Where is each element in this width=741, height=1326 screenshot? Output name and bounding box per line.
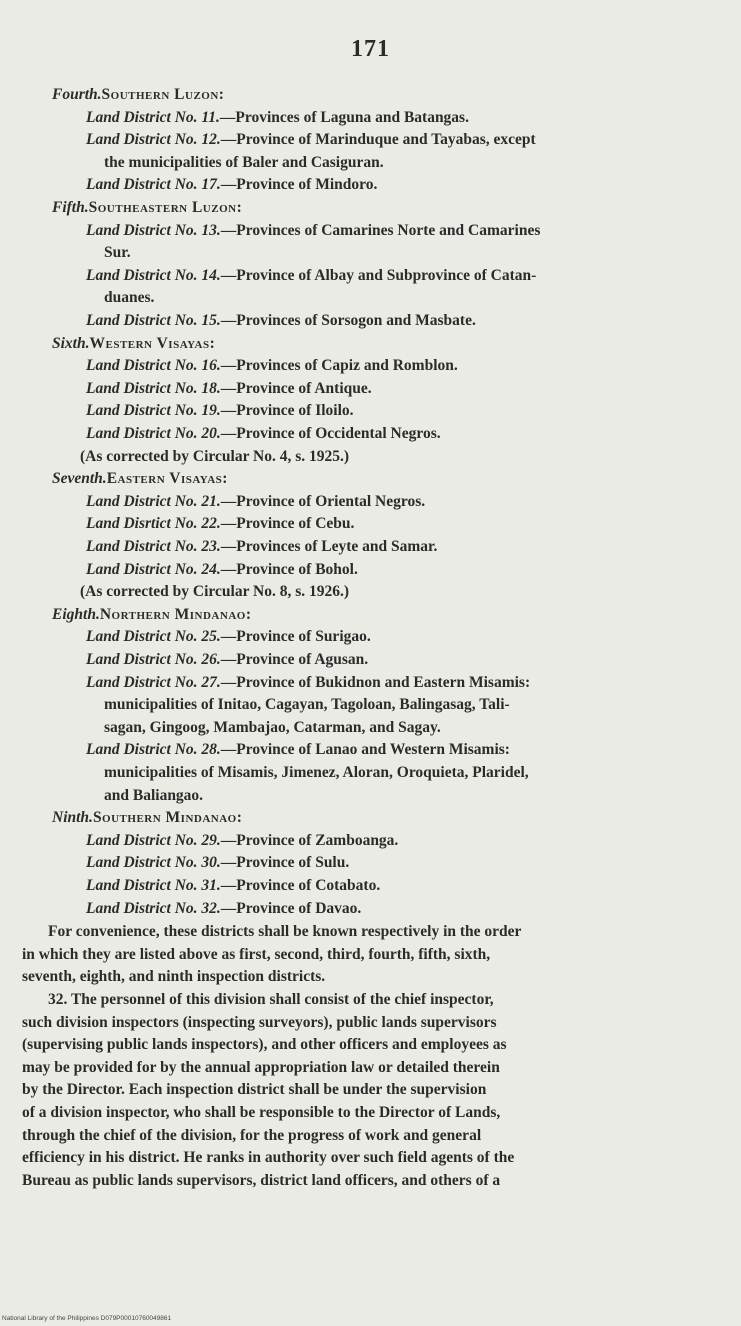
district-entry [86, 626, 371, 648]
district-entry [86, 852, 349, 874]
paragraph-line [22, 1147, 514, 1169]
district-entry [86, 423, 441, 445]
region-label: Fourth. [52, 86, 102, 103]
district-text: —Province of Albay and Subprovince of Catan- [220, 266, 537, 284]
district-text: —Province of Occidental Negros. [220, 425, 441, 442]
district-text: —Province of Cebu. [220, 515, 355, 533]
district-continuation [104, 287, 154, 309]
district-continuation-text: sagan, Gingoog, Mambajao, Catarman, and Sagay. [104, 718, 441, 736]
paragraph-line [22, 1102, 500, 1124]
district-number: Land District No. 11. [86, 108, 220, 126]
paragraph-line [48, 921, 521, 943]
district-number: Land District No. 18. [86, 379, 221, 397]
district-text: —Province of Zamboanga. [220, 831, 399, 849]
district-text: —Provinces of Leyte and Samar. [220, 538, 438, 555]
district-entry [86, 220, 540, 242]
paragraph-text: seventh, eighth, and ninth inspection districts. [22, 968, 326, 986]
district-number: Land District No. 24. [86, 560, 221, 578]
paragraph-line [22, 1034, 507, 1056]
district-text: —Province of Davao. [220, 899, 362, 917]
district-entry [86, 378, 372, 400]
district-entry [86, 875, 380, 897]
paragraph-line [22, 1012, 497, 1034]
district-entry [86, 513, 354, 535]
district-number: Land District No. 13. [86, 221, 221, 239]
district-text: —Province of Marinduque and Tayabas, except [220, 131, 536, 149]
district-text: —Province of Mindoro. [220, 176, 378, 194]
district-continuation-text: municipalities of Misamis, Jimenez, Aloran, Oroquieta, Plaridel, [104, 764, 529, 781]
paragraph-text: 32. The personnel of this division shall consist of the chief inspector, [48, 991, 494, 1008]
district-continuation-text: the municipalities of Baler and Casiguran. [104, 153, 384, 171]
district-text: —Province of Antique. [220, 379, 372, 397]
district-text: —Provinces of Camarines Norte and Camarines [220, 221, 541, 239]
correction-note [80, 446, 349, 468]
region-name: Southern Mindanao: [92, 809, 243, 827]
district-number: Land District No. 14. [86, 266, 221, 284]
district-number: Land Disrtict No. 22. [86, 515, 221, 533]
paragraph-text: efficiency in his district. He ranks in authority over such field agents of the [22, 1149, 515, 1167]
district-continuation [104, 152, 384, 174]
district-entry [86, 400, 354, 422]
district-number: Land District No. 17. [86, 176, 221, 194]
paragraph-line [48, 989, 494, 1011]
paragraph-text: such division inspectors (inspecting surveyors), public lands supervisors [22, 1013, 497, 1031]
paragraph-text: of a division inspector, who shall be responsible to the Director of Lands, [22, 1104, 501, 1121]
district-text: —Provinces of Laguna and Batangas. [219, 108, 469, 126]
district-number: Land District No. 30. [86, 854, 221, 872]
district-entry [86, 107, 469, 129]
district-entry [86, 310, 476, 332]
region-name: Southeastern Luzon: [88, 199, 243, 216]
district-continuation [104, 762, 529, 784]
paragraph-line [22, 1079, 486, 1101]
district-entry [86, 739, 510, 761]
paragraph-text: may be provided for by the annual appropriation law or detailed therein [22, 1058, 500, 1076]
page-number: 171 [351, 36, 390, 62]
paragraph-text: Bureau as public lands supervisors, district land officers, and others of a [22, 1171, 501, 1189]
district-text: —Province of Bukidnon and Eastern Misamis: [220, 673, 531, 691]
district-text: —Province of Sulu. [220, 854, 350, 872]
paragraph-line [22, 966, 325, 988]
district-continuation [104, 717, 441, 739]
district-number: Land District No. 32. [86, 899, 221, 917]
district-entry [86, 672, 530, 694]
district-entry [86, 649, 368, 671]
district-text: —Province of Oriental Negros. [220, 492, 426, 510]
district-entry [86, 559, 358, 581]
district-continuation [104, 242, 131, 264]
district-continuation [104, 694, 510, 716]
district-number: Land District No. 15. [86, 312, 221, 329]
district-number: Land District No. 31. [86, 877, 221, 894]
paragraph-text: in which they are listed above as first, second, third, fourth, fifth, sixth, [22, 945, 491, 963]
district-text: —Province of Lanao and Western Misamis: [220, 741, 510, 759]
paragraph-text: by the Director. Each inspection district shall be under the supervision [22, 1081, 487, 1099]
district-text: —Province of Iloilo. [220, 402, 354, 420]
region-heading [52, 197, 242, 219]
district-text: —Province of Bohol. [220, 560, 358, 578]
region-heading [52, 468, 228, 490]
region-label: Eighth. [52, 605, 100, 623]
district-continuation-text: and Baliangao. [104, 786, 204, 804]
district-continuation-text: municipalities of Initao, Cagayan, Tagoloan, Balingasag, Tali- [104, 696, 510, 714]
district-continuation-text: duanes. [104, 289, 155, 307]
paragraph-line [22, 1170, 500, 1192]
district-entry [86, 830, 398, 852]
paragraph-line [22, 944, 490, 966]
district-text: —Province of Agusan. [220, 651, 369, 668]
district-number: Land District No. 16. [86, 357, 221, 375]
district-entry [86, 536, 437, 558]
region-label: Sixth. [52, 334, 90, 352]
region-name: Southern Luzon: [101, 86, 225, 103]
district-number: Land District No. 20. [86, 425, 221, 442]
paragraph-text: (supervising public lands inspectors), and other officers and employees as [22, 1036, 507, 1054]
paragraph-line [22, 1057, 500, 1079]
district-number: Land District No. 29. [86, 831, 221, 849]
district-entry [86, 129, 536, 151]
district-continuation-text: Sur. [104, 244, 131, 262]
district-entry [86, 898, 361, 920]
district-number: Land District No. 26. [86, 651, 221, 668]
district-text: —Province of Cotabato. [220, 877, 381, 894]
region-name: Eastern Visayas: [106, 470, 228, 488]
region-heading [52, 604, 251, 626]
region-heading [52, 84, 224, 106]
district-number: Land District No. 25. [86, 628, 221, 646]
district-number: Land District No. 21. [86, 492, 221, 510]
paragraph-text: through the chief of the division, for the progress of work and general [22, 1126, 482, 1144]
paragraph-line [22, 1125, 481, 1147]
district-entry [86, 174, 377, 196]
district-text: —Provinces of Capiz and Romblon. [220, 357, 458, 375]
paragraph-text: For convenience, these districts shall be known respectively in the order [48, 923, 522, 941]
district-entry [86, 355, 458, 377]
district-entry [86, 265, 536, 287]
district-entry [86, 491, 425, 513]
correction-note-text: (As corrected by Circular No. 4, s. 1925.) [80, 447, 350, 465]
region-heading [52, 807, 242, 829]
region-heading [52, 333, 215, 355]
region-label: Fifth. [52, 199, 89, 216]
region-label: Ninth. [52, 809, 93, 827]
region-name: Northern Mindanao: [99, 605, 252, 623]
district-text: —Province of Surigao. [220, 628, 371, 646]
correction-note-text: (As corrected by Circular No. 8, s. 1926.) [80, 583, 350, 601]
library-footer: National Library of the Philippines D079P00010760049861 [2, 1315, 172, 1322]
district-number: Land District No. 23. [86, 538, 221, 555]
district-number: Land District No. 12. [86, 131, 221, 149]
district-continuation [104, 785, 203, 807]
correction-note [80, 581, 349, 603]
district-number: Land District No. 28. [86, 741, 221, 759]
region-name: Western Visayas: [89, 334, 216, 352]
region-label: Seventh. [52, 470, 107, 488]
district-number: Land District No. 19. [86, 402, 221, 420]
district-number: Land District No. 27. [86, 673, 221, 691]
district-text: —Provinces of Sorsogon and Masbate. [220, 312, 476, 329]
